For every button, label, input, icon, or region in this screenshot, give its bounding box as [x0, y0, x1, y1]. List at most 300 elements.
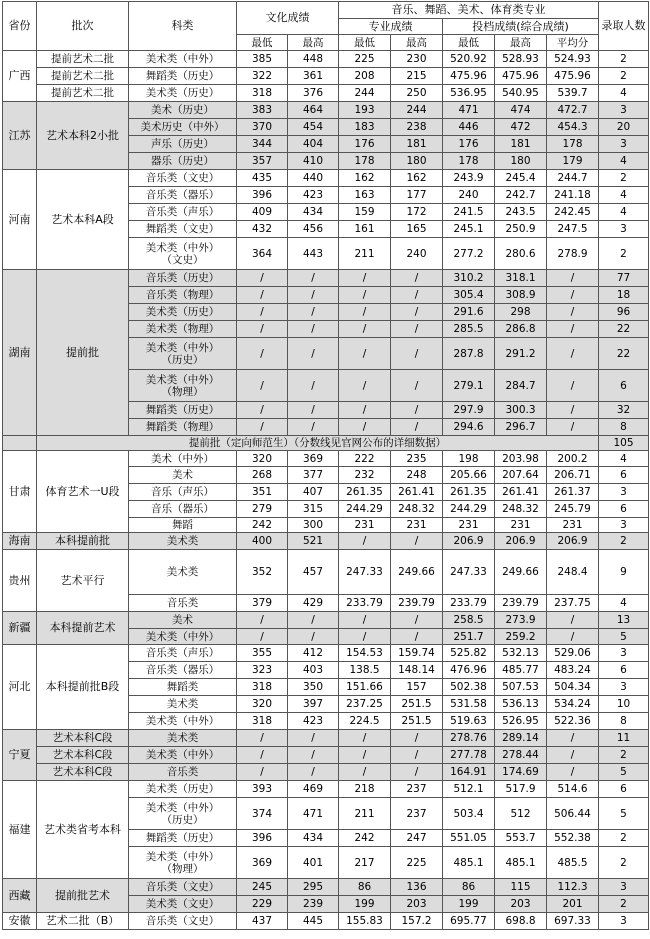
- archive-max-cell: 507.53: [495, 679, 547, 696]
- admitted-cell: 3: [599, 102, 649, 119]
- table-row: [3, 879, 649, 896]
- major-max-cell: 251.5: [391, 713, 443, 730]
- archive-max-cell: 308.9: [495, 287, 547, 304]
- culture-min-cell: 320: [237, 451, 288, 467]
- culture-min-cell: 245: [237, 879, 288, 896]
- batch-cell: 提前批艺术: [37, 879, 129, 913]
- table-row: [3, 764, 649, 781]
- subject-cell: 音乐类（历史）: [129, 270, 237, 287]
- subject-cell: 美术类（中外）: [129, 713, 237, 730]
- major-max-cell: 237: [391, 798, 443, 830]
- batch-cell: 提前艺术二批: [37, 68, 129, 85]
- archive-min-cell: 258.5: [443, 612, 495, 629]
- major-max-cell: /: [391, 764, 443, 781]
- admitted-cell: 4: [599, 204, 649, 221]
- subject-cell: 舞蹈: [129, 518, 237, 533]
- culture-max-cell: /: [288, 747, 339, 764]
- major-min-cell: 208: [339, 68, 391, 85]
- table-row: [3, 730, 649, 747]
- subject-cell: 器乐（历史）: [129, 153, 237, 170]
- archive-avg-cell: 179: [547, 153, 599, 170]
- culture-max-cell: 410: [288, 153, 339, 170]
- table-row: [3, 747, 649, 764]
- province-cell: 贵州: [3, 550, 37, 612]
- culture-min-cell: /: [237, 629, 288, 645]
- archive-min-cell: 243.9: [443, 170, 495, 187]
- province-cell: 甘肃: [3, 451, 37, 533]
- archive-avg-cell: /: [547, 338, 599, 370]
- subject-cell: 美术: [129, 467, 237, 484]
- batch-cell: 提前批: [37, 270, 129, 436]
- culture-max-cell: 469: [288, 781, 339, 798]
- subject-cell: 美术类（中外）: [129, 629, 237, 645]
- major-max-cell: 250: [391, 85, 443, 102]
- archive-min-cell: 240: [443, 187, 495, 204]
- table-row: [3, 913, 649, 930]
- culture-min-cell: 374: [237, 798, 288, 830]
- major-max-cell: 230: [391, 51, 443, 68]
- header-province: 省份: [3, 2, 37, 51]
- admitted-cell: 6: [599, 370, 649, 402]
- archive-avg-cell: 475.96: [547, 68, 599, 85]
- table-row: [3, 68, 649, 85]
- admitted-cell: 3: [599, 645, 649, 662]
- subject-cell: 美术类（历史）: [129, 304, 237, 321]
- culture-min-cell: /: [237, 747, 288, 764]
- culture-min-cell: 379: [237, 595, 288, 612]
- archive-min-cell: 231: [443, 518, 495, 533]
- archive-min-cell: 199: [443, 896, 495, 913]
- admitted-cell: 6: [599, 501, 649, 518]
- archive-max-cell: 526.95: [495, 713, 547, 730]
- subject-cell: 音乐类: [129, 764, 237, 781]
- culture-min-cell: 318: [237, 679, 288, 696]
- archive-min-cell: 206.9: [443, 533, 495, 550]
- archive-max-cell: 553.7: [495, 830, 547, 847]
- batch-cell: 艺术本科C段: [37, 747, 129, 764]
- major-min-cell: 225: [339, 51, 391, 68]
- header-major-min: 最低: [339, 35, 391, 51]
- admitted-cell: 10: [599, 696, 649, 713]
- archive-min-cell: 502.38: [443, 679, 495, 696]
- archive-avg-cell: 206.9: [547, 533, 599, 550]
- archive-max-cell: 698.8: [495, 913, 547, 930]
- archive-avg-cell: 522.36: [547, 713, 599, 730]
- archive-avg-cell: /: [547, 270, 599, 287]
- archive-avg-cell: 524.93: [547, 51, 599, 68]
- archive-min-cell: 519.63: [443, 713, 495, 730]
- archive-max-cell: 174.69: [495, 764, 547, 781]
- culture-min-cell: /: [237, 612, 288, 629]
- archive-avg-cell: 112.3: [547, 879, 599, 896]
- table-row: [3, 270, 649, 287]
- archive-min-cell: 485.1: [443, 847, 495, 879]
- major-min-cell: /: [339, 747, 391, 764]
- archive-max-cell: 300.3: [495, 402, 547, 419]
- subject-cell: 舞蹈类（物理）: [129, 419, 237, 436]
- culture-min-cell: 400: [237, 533, 288, 550]
- major-max-cell: /: [391, 612, 443, 629]
- culture-max-cell: 407: [288, 484, 339, 501]
- admitted-cell: 2: [599, 847, 649, 879]
- major-min-cell: 159: [339, 204, 391, 221]
- archive-max-cell: 475.96: [495, 68, 547, 85]
- table-row: [3, 170, 649, 187]
- culture-max-cell: 445: [288, 913, 339, 930]
- subject-cell: 音乐类（声乐）: [129, 645, 237, 662]
- culture-min-cell: 344: [237, 136, 288, 153]
- batch-cell: 艺术本科A段: [37, 170, 129, 270]
- batch-cell: 本科提前批: [37, 533, 129, 550]
- major-min-cell: 193: [339, 102, 391, 119]
- major-min-cell: /: [339, 612, 391, 629]
- archive-max-cell: 180: [495, 153, 547, 170]
- major-max-cell: 148.14: [391, 662, 443, 679]
- archive-avg-cell: 248.4: [547, 550, 599, 595]
- archive-avg-cell: /: [547, 629, 599, 645]
- culture-max-cell: 239: [288, 896, 339, 913]
- archive-avg-cell: /: [547, 764, 599, 781]
- archive-max-cell: 248.32: [495, 501, 547, 518]
- major-max-cell: /: [391, 402, 443, 419]
- admitted-cell: 22: [599, 338, 649, 370]
- culture-min-cell: 318: [237, 85, 288, 102]
- province-cell: 河南: [3, 170, 37, 270]
- admitted-cell: 2: [599, 896, 649, 913]
- subject-cell: 美术类（中外）: [129, 51, 237, 68]
- admitted-cell: 2: [599, 747, 649, 764]
- subject-cell: 美术类（中外） （历史）: [129, 798, 237, 830]
- batch-cell: 艺术类省考本科: [37, 781, 129, 879]
- archive-min-cell: 279.1: [443, 370, 495, 402]
- admitted-cell: 3: [599, 879, 649, 896]
- province-cell: 安徽: [3, 913, 37, 930]
- subject-cell: 舞蹈类（历史）: [129, 830, 237, 847]
- culture-min-cell: 435: [237, 170, 288, 187]
- major-min-cell: /: [339, 287, 391, 304]
- major-max-cell: /: [391, 419, 443, 436]
- archive-min-cell: 251.7: [443, 629, 495, 645]
- major-max-cell: 172: [391, 204, 443, 221]
- major-max-cell: 244: [391, 102, 443, 119]
- archive-min-cell: 503.4: [443, 798, 495, 830]
- culture-max-cell: 376: [288, 85, 339, 102]
- culture-max-cell: 429: [288, 595, 339, 612]
- archive-max-cell: 115: [495, 879, 547, 896]
- archive-max-cell: 296.7: [495, 419, 547, 436]
- archive-min-cell: 245.1: [443, 221, 495, 238]
- culture-max-cell: 448: [288, 51, 339, 68]
- table-row: [3, 51, 649, 68]
- subject-cell: 美术（中外）: [129, 451, 237, 467]
- major-min-cell: 231: [339, 518, 391, 533]
- culture-min-cell: 242: [237, 518, 288, 533]
- subject-cell: 声乐（历史）: [129, 136, 237, 153]
- major-min-cell: 242: [339, 830, 391, 847]
- major-max-cell: /: [391, 629, 443, 645]
- major-min-cell: /: [339, 764, 391, 781]
- admitted-cell: 96: [599, 304, 649, 321]
- header-culture-min: 最低: [237, 35, 288, 51]
- archive-avg-cell: 178: [547, 136, 599, 153]
- admitted-cell: 6: [599, 662, 649, 679]
- culture-max-cell: 464: [288, 102, 339, 119]
- table-row: [3, 533, 649, 550]
- culture-max-cell: /: [288, 730, 339, 747]
- archive-max-cell: 250.9: [495, 221, 547, 238]
- batch-cell: 艺术本科C段: [37, 730, 129, 747]
- archive-min-cell: 294.6: [443, 419, 495, 436]
- archive-min-cell: 277.2: [443, 238, 495, 270]
- archive-avg-cell: 201: [547, 896, 599, 913]
- archive-avg-cell: 454.3: [547, 119, 599, 136]
- archive-avg-cell: 485.5: [547, 847, 599, 879]
- admitted-cell: 4: [599, 153, 649, 170]
- subject-cell: 音乐类（文史）: [129, 170, 237, 187]
- subject-cell: 美术类（历史）: [129, 85, 237, 102]
- culture-min-cell: 385: [237, 51, 288, 68]
- batch-cell: 提前艺术二批: [37, 85, 129, 102]
- table-row: [3, 451, 649, 467]
- admission-score-table: [2, 1, 649, 930]
- archive-min-cell: 285.5: [443, 321, 495, 338]
- admitted-cell: 5: [599, 798, 649, 830]
- archive-max-cell: 243.5: [495, 204, 547, 221]
- batch-cell: 艺术平行: [37, 550, 129, 612]
- major-max-cell: 162: [391, 170, 443, 187]
- archive-min-cell: 178: [443, 153, 495, 170]
- batch-cell: 本科提前批B段: [37, 645, 129, 730]
- major-min-cell: /: [339, 321, 391, 338]
- major-max-cell: 225: [391, 847, 443, 879]
- culture-min-cell: 268: [237, 467, 288, 484]
- subject-cell: 舞蹈类: [129, 679, 237, 696]
- major-min-cell: /: [339, 730, 391, 747]
- subject-cell: 美术类（中外） （物理）: [129, 847, 237, 879]
- note-row: [3, 436, 649, 451]
- archive-avg-cell: 245.79: [547, 501, 599, 518]
- admitted-cell: 2: [599, 238, 649, 270]
- archive-max-cell: 261.41: [495, 484, 547, 501]
- culture-min-cell: 320: [237, 696, 288, 713]
- archive-avg-cell: 200.2: [547, 451, 599, 467]
- subject-cell: 美术类（中外）: [129, 747, 237, 764]
- admitted-cell: 13: [599, 612, 649, 629]
- admitted-cell: 5: [599, 629, 649, 645]
- major-min-cell: 161: [339, 221, 391, 238]
- archive-avg-cell: 247.5: [547, 221, 599, 238]
- archive-avg-cell: 506.44: [547, 798, 599, 830]
- archive-avg-cell: 552.38: [547, 830, 599, 847]
- header-archive-min: 最低: [443, 35, 495, 51]
- archive-max-cell: 485.77: [495, 662, 547, 679]
- subject-cell: 音乐类（文史）: [129, 879, 237, 896]
- admitted-cell: 3: [599, 136, 649, 153]
- admitted-cell: 22: [599, 321, 649, 338]
- culture-max-cell: 423: [288, 713, 339, 730]
- major-max-cell: 136: [391, 879, 443, 896]
- province-cell: 广西: [3, 51, 37, 102]
- archive-avg-cell: 231: [547, 518, 599, 533]
- subject-cell: 舞蹈类（文史）: [129, 221, 237, 238]
- subject-cell: 音乐类（器乐）: [129, 187, 237, 204]
- archive-avg-cell: 697.33: [547, 913, 599, 930]
- archive-avg-cell: /: [547, 370, 599, 402]
- major-max-cell: 240: [391, 238, 443, 270]
- archive-min-cell: 475.96: [443, 68, 495, 85]
- major-max-cell: 235: [391, 451, 443, 467]
- culture-max-cell: 457: [288, 550, 339, 595]
- major-max-cell: 159.74: [391, 645, 443, 662]
- archive-avg-cell: 514.6: [547, 781, 599, 798]
- culture-min-cell: 364: [237, 238, 288, 270]
- culture-max-cell: /: [288, 402, 339, 419]
- header-subject: 科类: [129, 2, 237, 51]
- province-cell: 江苏: [3, 102, 37, 170]
- major-min-cell: /: [339, 419, 391, 436]
- batch-cell: 艺术本科2小批: [37, 102, 129, 170]
- culture-min-cell: /: [237, 764, 288, 781]
- major-max-cell: 248: [391, 467, 443, 484]
- province-cell: 河北: [3, 645, 37, 730]
- major-max-cell: 165: [391, 221, 443, 238]
- archive-min-cell: 261.35: [443, 484, 495, 501]
- archive-min-cell: 287.8: [443, 338, 495, 370]
- archive-min-cell: 297.9: [443, 402, 495, 419]
- culture-min-cell: /: [237, 370, 288, 402]
- subject-cell: 美术类（历史）: [129, 781, 237, 798]
- culture-min-cell: 432: [237, 221, 288, 238]
- culture-max-cell: 350: [288, 679, 339, 696]
- archive-avg-cell: /: [547, 321, 599, 338]
- culture-max-cell: 315: [288, 501, 339, 518]
- header-major-score: 专业成绩: [339, 19, 443, 35]
- major-min-cell: 163: [339, 187, 391, 204]
- subject-cell: 美术类: [129, 730, 237, 747]
- archive-max-cell: 203: [495, 896, 547, 913]
- archive-max-cell: 239.79: [495, 595, 547, 612]
- major-min-cell: /: [339, 629, 391, 645]
- major-min-cell: 176: [339, 136, 391, 153]
- admitted-cell: 3: [599, 484, 649, 501]
- culture-min-cell: 396: [237, 187, 288, 204]
- major-min-cell: 233.79: [339, 595, 391, 612]
- admitted-cell: 105: [599, 436, 649, 451]
- major-max-cell: /: [391, 730, 443, 747]
- major-max-cell: /: [391, 747, 443, 764]
- admitted-cell: 3: [599, 518, 649, 533]
- subject-cell: 美术类（物理）: [129, 321, 237, 338]
- major-min-cell: 154.53: [339, 645, 391, 662]
- archive-min-cell: 525.82: [443, 645, 495, 662]
- subject-cell: 美术（历史）: [129, 102, 237, 119]
- archive-min-cell: 176: [443, 136, 495, 153]
- archive-avg-cell: 206.71: [547, 467, 599, 484]
- archive-avg-cell: /: [547, 612, 599, 629]
- archive-min-cell: 198: [443, 451, 495, 467]
- admitted-cell: 11: [599, 730, 649, 747]
- culture-min-cell: /: [237, 321, 288, 338]
- province-cell: 湖南: [3, 270, 37, 436]
- major-max-cell: 239.79: [391, 595, 443, 612]
- major-min-cell: 237.25: [339, 696, 391, 713]
- batch-cell: 提前艺术二批: [37, 51, 129, 68]
- header-special-group: 音乐、舞蹈、美术、体育类专业: [339, 2, 599, 19]
- archive-avg-cell: /: [547, 304, 599, 321]
- culture-min-cell: 409: [237, 204, 288, 221]
- header-archive-score: 投档成绩(综合成绩): [443, 19, 599, 35]
- table-row: [3, 550, 649, 595]
- subject-cell: 舞蹈类（历史）: [129, 68, 237, 85]
- major-min-cell: 162: [339, 170, 391, 187]
- culture-min-cell: /: [237, 304, 288, 321]
- archive-min-cell: 520.92: [443, 51, 495, 68]
- culture-min-cell: 355: [237, 645, 288, 662]
- major-min-cell: 155.83: [339, 913, 391, 930]
- province-cell: 海南: [3, 533, 37, 550]
- admitted-cell: 5: [599, 764, 649, 781]
- subject-cell: 美术类: [129, 533, 237, 550]
- archive-avg-cell: /: [547, 287, 599, 304]
- table-row: [3, 645, 649, 662]
- archive-min-cell: 247.33: [443, 550, 495, 595]
- major-max-cell: /: [391, 270, 443, 287]
- admitted-cell: 2: [599, 830, 649, 847]
- batch-cell: 艺术二批（B）: [37, 913, 129, 930]
- culture-max-cell: /: [288, 270, 339, 287]
- archive-max-cell: 517.9: [495, 781, 547, 798]
- major-max-cell: 180: [391, 153, 443, 170]
- archive-max-cell: 206.9: [495, 533, 547, 550]
- archive-max-cell: 289.14: [495, 730, 547, 747]
- table-row: [3, 85, 649, 102]
- archive-avg-cell: 242.45: [547, 204, 599, 221]
- admitted-cell: 6: [599, 467, 649, 484]
- major-min-cell: 151.66: [339, 679, 391, 696]
- major-max-cell: 157.2: [391, 913, 443, 930]
- archive-max-cell: 231: [495, 518, 547, 533]
- subject-cell: 音乐类（器乐）: [129, 662, 237, 679]
- major-min-cell: 244.29: [339, 501, 391, 518]
- archive-max-cell: 528.93: [495, 51, 547, 68]
- major-min-cell: 222: [339, 451, 391, 467]
- archive-max-cell: 291.2: [495, 338, 547, 370]
- culture-max-cell: 412: [288, 645, 339, 662]
- subject-cell: 音乐类（物理）: [129, 287, 237, 304]
- admitted-cell: 4: [599, 451, 649, 467]
- culture-max-cell: 471: [288, 798, 339, 830]
- archive-max-cell: 207.64: [495, 467, 547, 484]
- major-min-cell: 183: [339, 119, 391, 136]
- subject-cell: 美术类: [129, 696, 237, 713]
- major-max-cell: 215: [391, 68, 443, 85]
- admitted-cell: 4: [599, 187, 649, 204]
- archive-max-cell: 181: [495, 136, 547, 153]
- culture-min-cell: 229: [237, 896, 288, 913]
- admitted-cell: 77: [599, 270, 649, 287]
- archive-max-cell: 318.1: [495, 270, 547, 287]
- subject-cell: 美术类（中外） （物理）: [129, 370, 237, 402]
- culture-max-cell: /: [288, 419, 339, 436]
- table-row: [3, 102, 649, 119]
- archive-max-cell: 242.7: [495, 187, 547, 204]
- culture-max-cell: /: [288, 338, 339, 370]
- archive-avg-cell: 483.24: [547, 662, 599, 679]
- archive-min-cell: 86: [443, 879, 495, 896]
- culture-min-cell: /: [237, 402, 288, 419]
- archive-min-cell: 278.76: [443, 730, 495, 747]
- header-archive-max: 最高: [495, 35, 547, 51]
